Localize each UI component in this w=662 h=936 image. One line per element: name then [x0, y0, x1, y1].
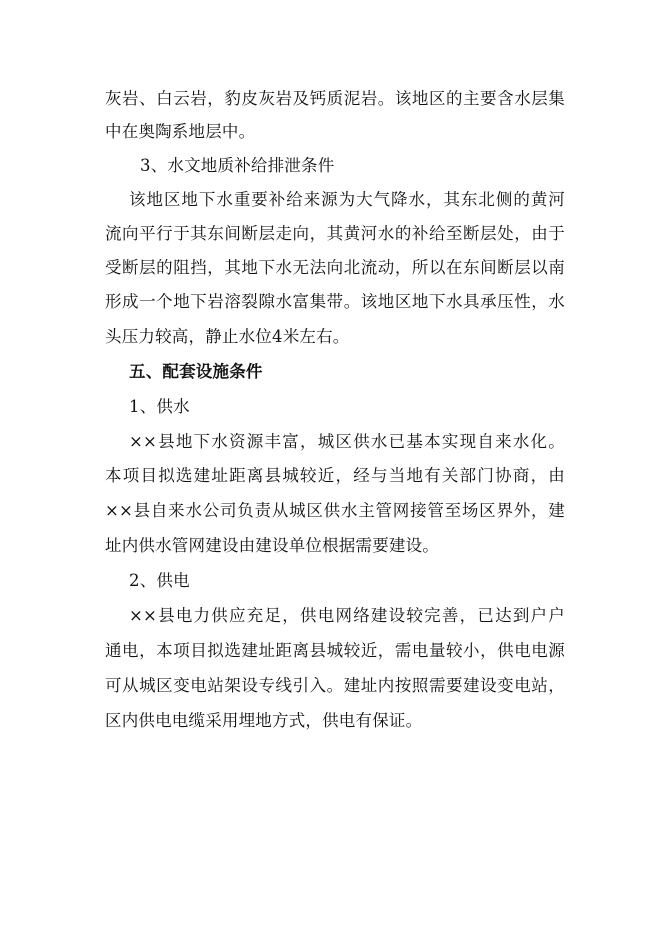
- subsection-heading-water: 1、供水: [129, 397, 190, 416]
- paragraph-line: 形成一个地下岩溶裂隙水富集带。该地区地下水具承压性，水: [105, 292, 565, 311]
- subsection-heading-power: 2、供电: [129, 571, 190, 590]
- paragraph-line: ××县自来水公司负责从城区供水主管网接管至场区界外，建: [105, 501, 565, 520]
- paragraph-line: 头压力较高，静止水位4米左右。: [105, 327, 350, 346]
- paragraph-line: 本项目拟选建址距离县城较近，经与当地有关部门协商，由: [105, 466, 565, 485]
- paragraph-line: ××县地下水资源丰富，城区供水已基本实现自来水化。: [129, 432, 565, 451]
- paragraph-line: 灰岩、白云岩，豹皮灰岩及钙质泥岩。该地区的主要含水层集: [105, 89, 565, 108]
- paragraph-line: 区内供电电缆采用埋地方式，供电有保证。: [105, 711, 423, 730]
- paragraph-line: 可从城区变电站架设专线引入。建址内按照需要建设变电站，: [105, 676, 565, 695]
- paragraph-line: 流向平行于其东间断层走向，其黄河水的补给至断层处，由于: [105, 224, 565, 243]
- paragraph-line: 通电，本项目拟选建址距离县城较近，需电量较小，供电电源: [105, 641, 565, 660]
- paragraph-line: 址内供水管网建设由建设单位根据需要建设。: [105, 536, 439, 555]
- paragraph-line: 受断层的阻挡，其地下水无法向北流动，所以在东间断层以南: [105, 258, 565, 277]
- paragraph-line: ××县电力供应充足，供电网络建设较完善，已达到户户: [129, 606, 565, 625]
- section-heading-3: 3、水文地质补给排泄条件: [140, 156, 335, 175]
- section-heading-5: 五、配套设施条件: [129, 362, 263, 381]
- paragraph-line: 中在奥陶系地层中。: [105, 122, 256, 141]
- paragraph-line: 该地区地下水重要补给来源为大气降水，其东北侧的黄河: [129, 190, 565, 209]
